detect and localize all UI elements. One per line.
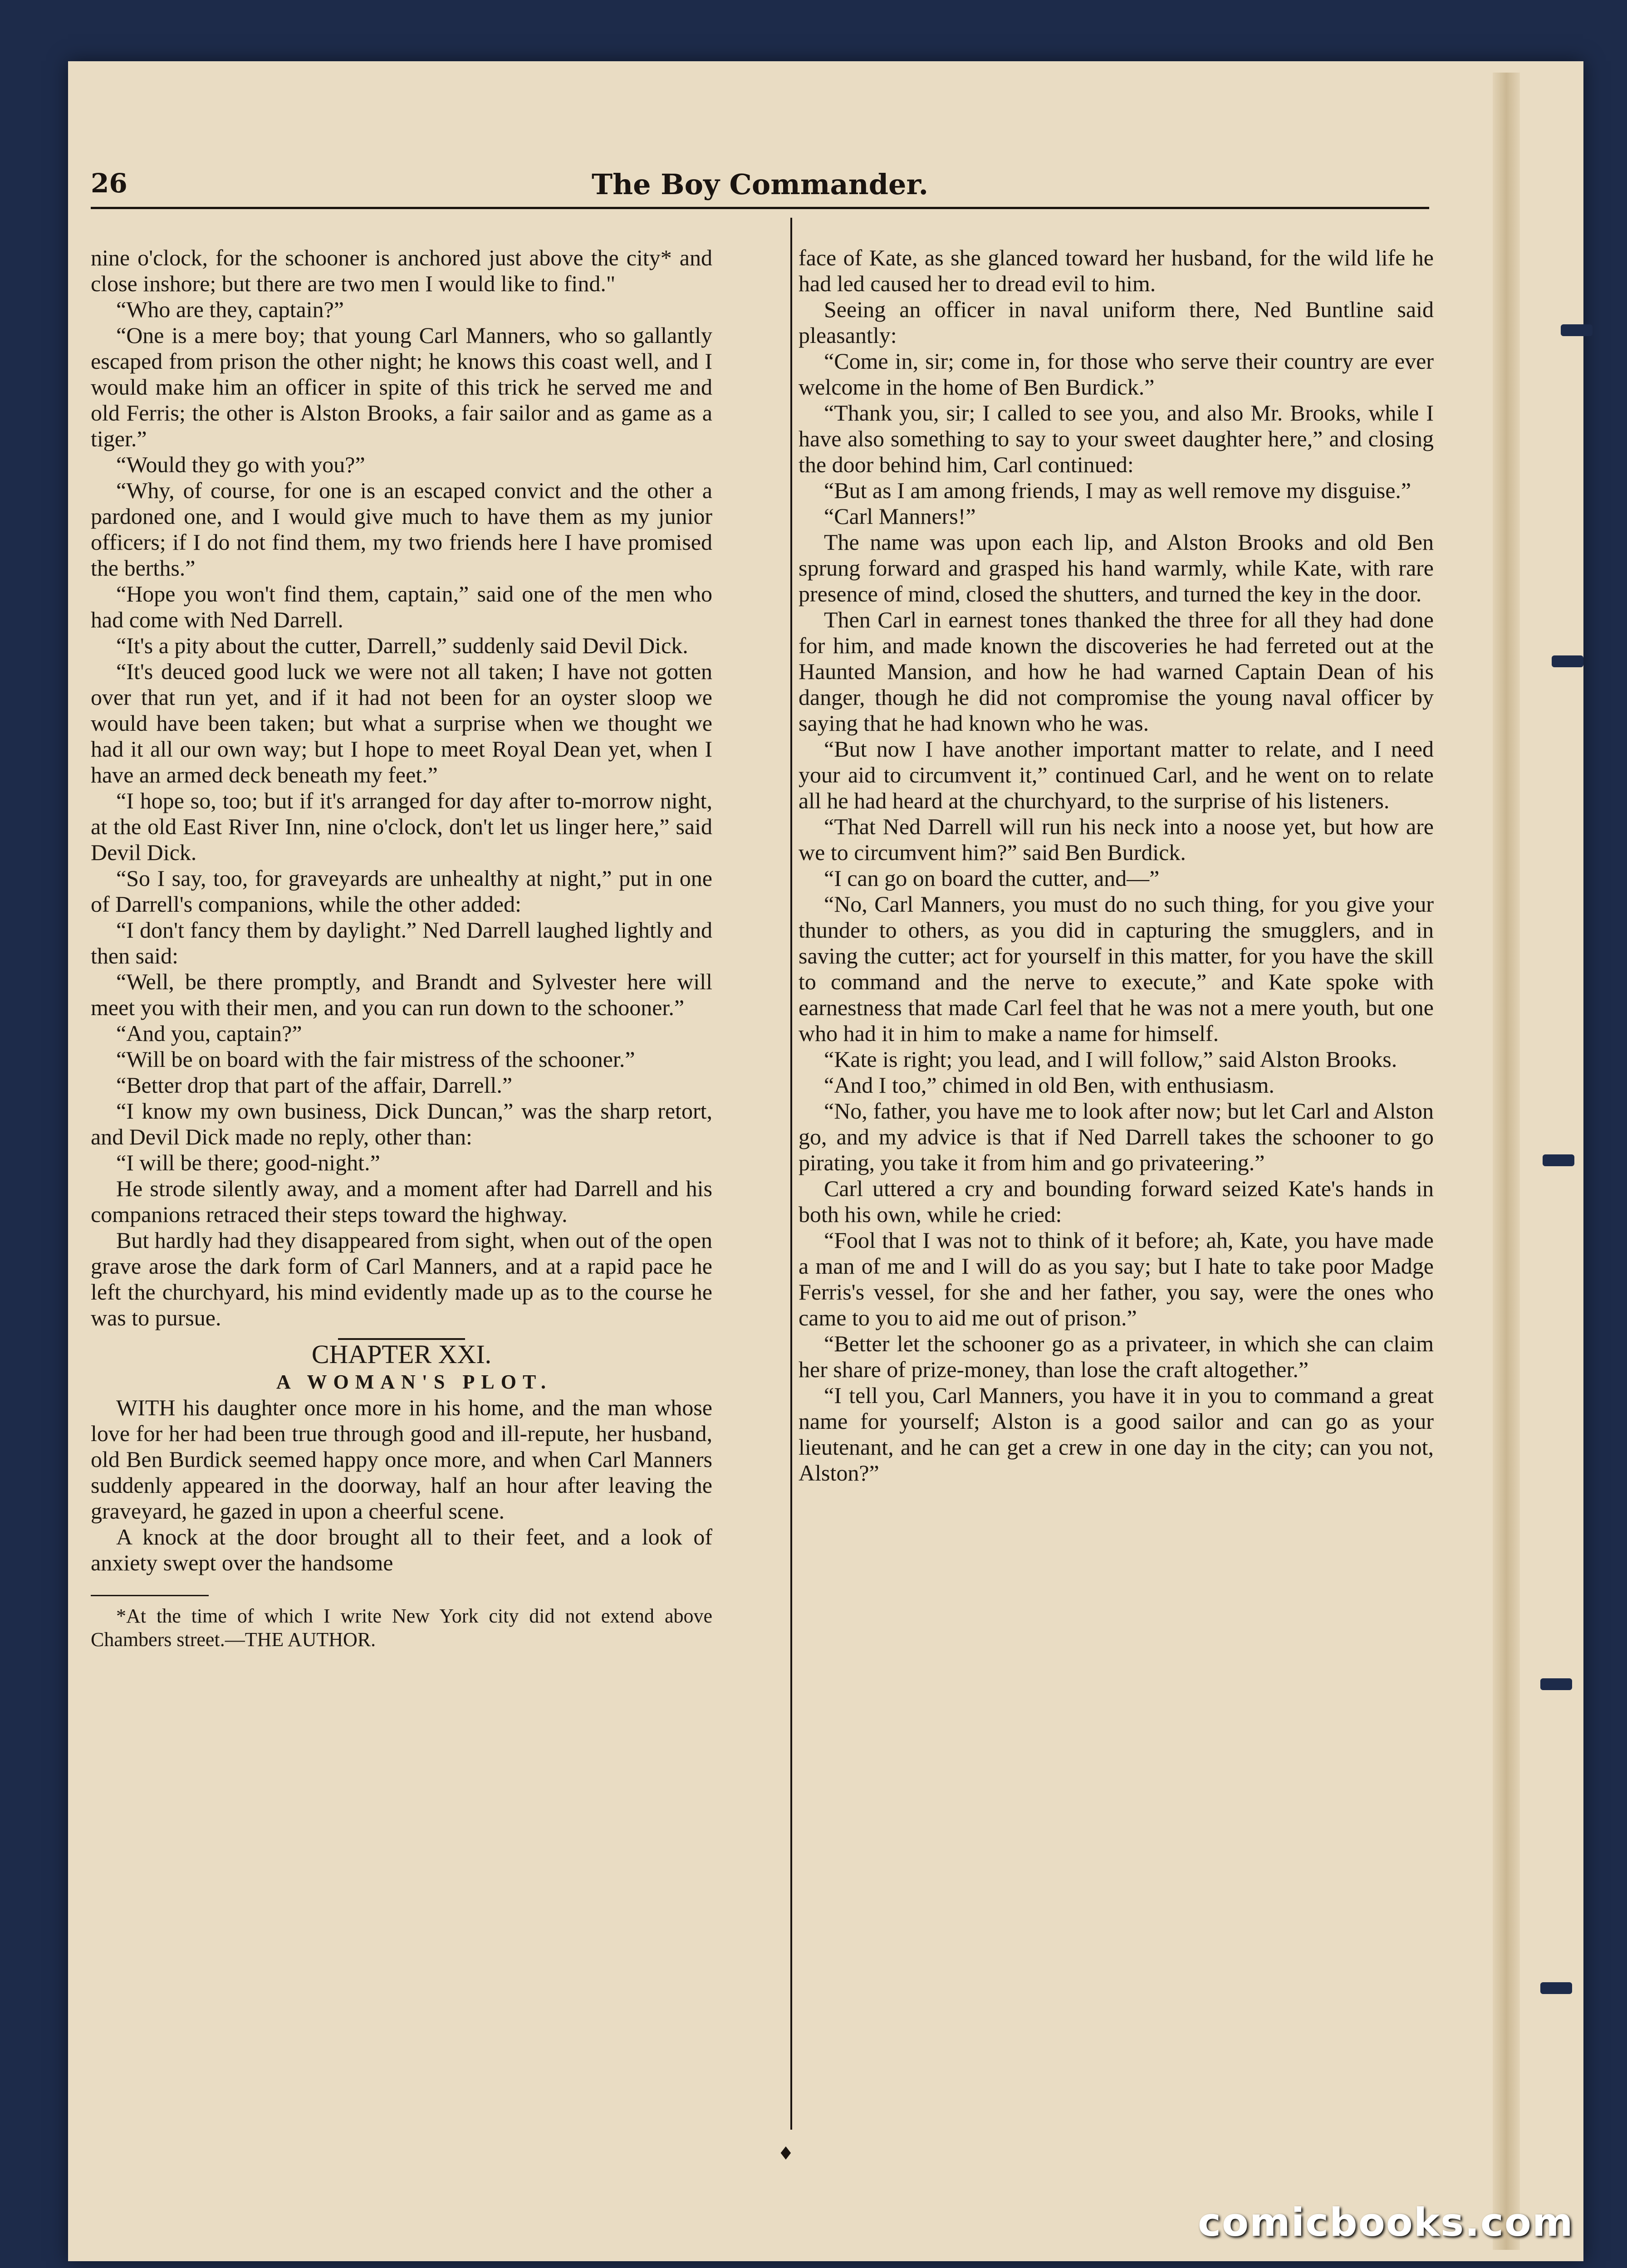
column-divider — [790, 218, 792, 2130]
paragraph: “Thank you, sir; I called to see you, and also Mr. Brooks, while I have also something to say to your sweet daughter here,” and closing the door behind him, Carl continued: — [799, 400, 1434, 477]
paragraph: “Why, of course, for one is an escaped convict and the other a pardoned one, and I would give much to have them as my junior officers; if I do not find them, my two friends here I have promised the berths.” — [91, 478, 712, 581]
binding-stitch — [1552, 655, 1583, 667]
binding-stitch — [1543, 1154, 1574, 1166]
paragraph: “Better let the schooner go as a privateer, in which she can claim her share of prize-money, than lose the craft altogether.” — [799, 1331, 1434, 1382]
paragraph: face of Kate, as she glanced toward her husband, for the wild life he had led caused her to dread evil to him. — [799, 245, 1434, 296]
binding-stitch — [1540, 1678, 1572, 1690]
paragraph: “Hope you won't find them, captain,” said one of the men who had come with Ned Darrell. — [91, 581, 712, 632]
paragraph: “Fool that I was not to think of it before; ah, Kate, you have made a man of me and I will do as you say; but I hate to take poor Madge Ferris's vessel, for she and her father, you say, were the ones who came to you to aid me out of prison.” — [799, 1227, 1434, 1330]
paragraph: “I tell you, Carl Manners, you have it in you to command a great name for yourself; Alston is a good sailor and can go as your lieutenant, and he can get a crew in one day in the city; can you not, Alston?” — [799, 1383, 1434, 1486]
running-title: The Boy Commander. — [591, 168, 929, 201]
page-number: 26 — [91, 168, 127, 199]
paragraph: “Will be on board with the fair mistress of the schooner.” — [116, 1046, 635, 1072]
binding-stitch — [1561, 324, 1593, 336]
paragraph: “But as I am among friends, I may as well remove my disguise.” — [824, 478, 1411, 503]
paragraph: “And you, captain?” — [116, 1021, 302, 1046]
paragraph: “One is a mere boy; that young Carl Manners, who so gallantly escaped from prison the other night; he knows this coast well, and I would make him an officer in spite of this trick he served me and old Ferris; the other is Alston Brooks, a fair sailor and as game as a tiger.” — [91, 323, 712, 451]
right-column — [799, 245, 1434, 1486]
paragraph: “I can go on board the cutter, and—” — [824, 865, 1160, 891]
paragraph: The name was upon each lip, and Alston Brooks and old Ben sprung forward and grasped his hand warmly, while Kate, with rare presence of mind, closed the shutters, and turned the key in the door. — [799, 529, 1434, 606]
paragraph: Then Carl in earnest tones thanked the three for all they had done for him, and made known the discoveries he had ferreted out at the Haunted Mansion, and how he had warned Captain Dean of his danger, though he did not compromise the young naval officer by saying that he had known who he was. — [799, 607, 1434, 736]
paragraph: “No, Carl Manners, you must do no such thing, for you give your thunder to others, as you did in capturing the smugglers, and in saving the cutter; act for yourself in this matter, for you have the skill to command and the nerve to execute,” and Kate spoke with earnestness that made Carl feel that he was not a mere youth, but one who had it in him to make a name for himself. — [799, 891, 1434, 1046]
page-header — [91, 168, 1429, 204]
paragraph: Carl uttered a cry and bounding forward seized Kate's hands in both his own, while he cried: — [799, 1176, 1434, 1227]
paragraph: “No, father, you have me to look after now; but let Carl and Alston go, and my advice is that if Ned Darrell takes the schooner to go pirating, you take it from him and go privateering.” — [799, 1098, 1434, 1175]
paragraph: “I hope so, too; but if it's arranged for day after to-morrow night, at the old East River Inn, nine o'clock, don't let us linger here,” said Devil Dick. — [91, 788, 712, 865]
paragraph: “Who are they, captain?” — [116, 297, 344, 322]
paragraph: “And I too,” chimed in old Ben, with enthusiasm. — [824, 1072, 1274, 1098]
paragraph: He strode silently away, and a moment after had Darrell and his companions retraced their steps toward the highway. — [91, 1176, 712, 1227]
chapter-title: CHAPTER XXI. — [311, 1339, 492, 1369]
paragraph: “It's a pity about the cutter, Darrell,” suddenly said Devil Dick. — [116, 633, 688, 658]
paragraph: But hardly had they disappeared from sight, when out of the open grave arose the dark form of Carl Manners, and at a rapid pace he left the churchyard, his mind evidently made up as to the course he was to pursue. — [91, 1227, 712, 1330]
paragraph: “Would they go with you?” — [116, 452, 365, 477]
paragraph: Seeing an officer in naval uniform there, Ned Buntline said pleasantly: — [799, 297, 1434, 348]
paragraph: “I don't fancy them by daylight.” Ned Darrell laughed lightly and then said: — [91, 917, 712, 968]
paragraph: “I know my own business, Dick Duncan,” was the sharp retort, and Devil Dick made no reply, other than: — [91, 1098, 712, 1149]
binding-gutter — [1493, 73, 1520, 2250]
paragraph: “So I say, too, for graveyards are unhealthy at night,” put in one of Darrell's companions, while the other added: — [91, 865, 712, 917]
binding-stitch — [1540, 1982, 1572, 1994]
paragraph: “Better drop that part of the affair, Darrell.” — [116, 1072, 513, 1098]
paragraph: “That Ned Darrell will run his neck into a noose yet, but how are we to circumvent him?” said Ben Burdick. — [799, 814, 1434, 865]
watermark: comicbooks.com — [1198, 2200, 1574, 2245]
paragraph: A knock at the door brought all to their feet, and a look of anxiety swept over the handsome — [91, 1524, 712, 1575]
header-rule — [91, 207, 1429, 209]
paragraph: nine o'clock, for the schooner is anchored just above the city* and close inshore; but there are two men I would like to find." — [91, 245, 712, 296]
paragraph: “It's deuced good luck we were not all taken; I have not gotten over that run yet, and if it had not been for an oyster sloop we would have been taken; but what a surprise when we thought we had it all our own way; but I hope to meet Royal Dean yet, when I have an armed deck beneath my feet.” — [91, 659, 712, 787]
paragraph: “Kate is right; you lead, and I will follow,” said Alston Brooks. — [824, 1046, 1397, 1072]
paragraph: WITH his daughter once more in his home, and the man whose love for her had been true through good and ill-repute, her husband, old Ben Burdick seemed happy once more, and when Carl Manners suddenly appeared in the doorway, half an hour after leaving the graveyard, he gazed in upon a cheerful scene. — [91, 1395, 712, 1524]
paragraph: “I will be there; good-night.” — [116, 1150, 380, 1175]
bottom-ornament: ♦ — [778, 2143, 794, 2164]
footnote-rule — [91, 1595, 209, 1596]
left-column — [91, 245, 712, 1652]
footnote: *At the time of which I write New York city did not extend above Chambers street.—THE AUTHOR. — [91, 1605, 712, 1651]
chapter-subtitle: A WOMAN'S PLOT. — [276, 1371, 553, 1393]
paragraph: “But now I have another important matter to relate, and I need your aid to circumvent it,” continued Carl, and he went on to relate all he had heard at the churchyard, to the surprise of his listeners. — [799, 736, 1434, 813]
paragraph: “Carl Manners!” — [824, 503, 976, 529]
paragraph: “Well, be there promptly, and Brandt and Sylvester here will meet you with their men, and you can run down to the schooner.” — [91, 969, 712, 1020]
paragraph: “Come in, sir; come in, for those who serve their country are ever welcome in the home of Ben Burdick.” — [799, 348, 1434, 400]
